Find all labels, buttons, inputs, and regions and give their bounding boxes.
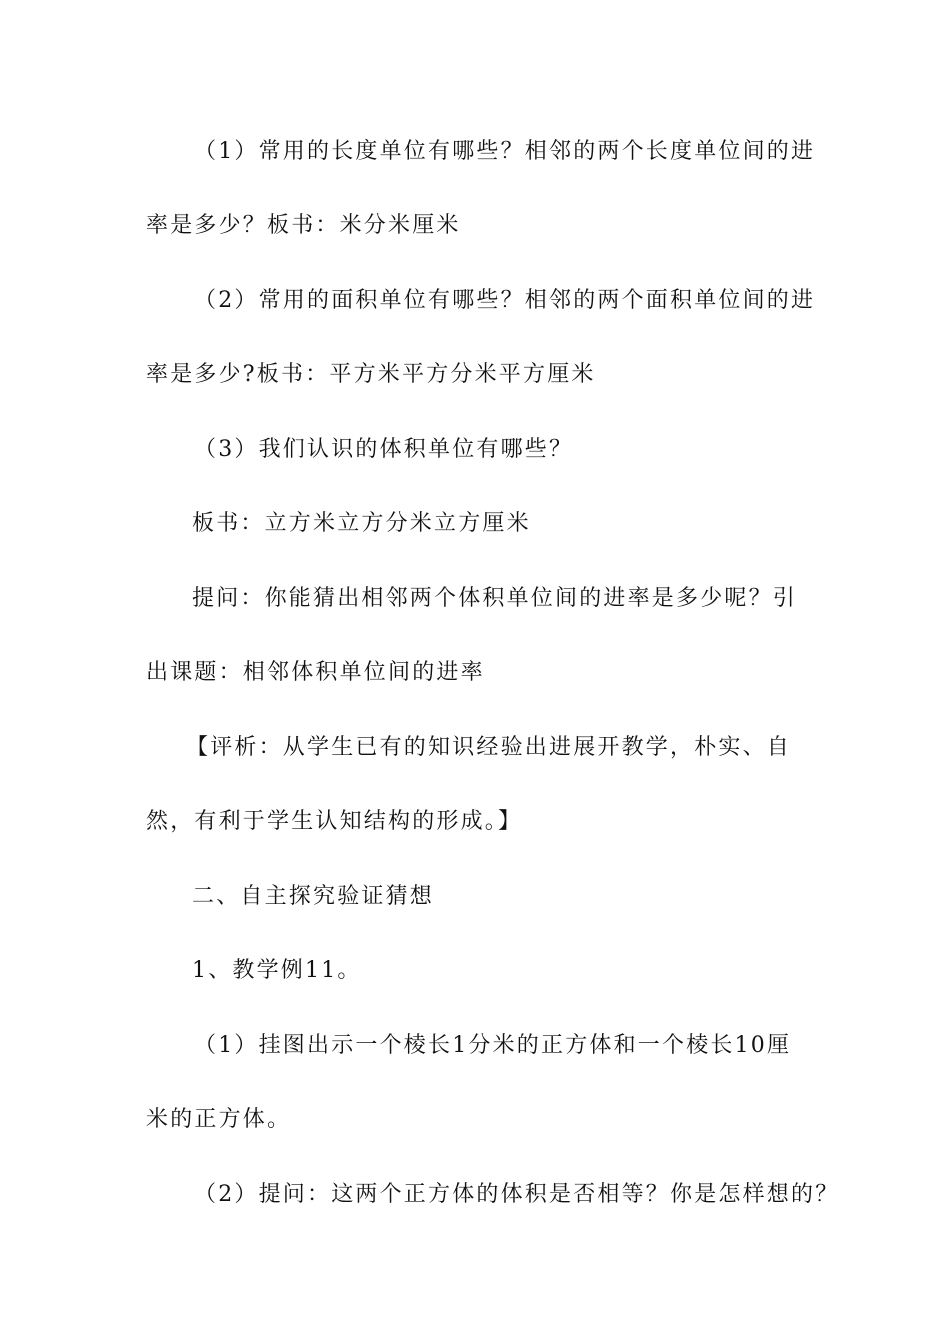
paragraph-line: 【评析：从学生已有的知识经验出进展开教学，朴实、自	[186, 735, 792, 760]
paragraph-line: （2）提问：这两个正方体的体积是否相等？你是怎样想的？	[194, 1182, 840, 1207]
paragraph-line: 板书：立方米立方分米立方厘米	[192, 511, 531, 536]
paragraph-line: （3）我们认识的体积单位有哪些？	[194, 437, 574, 462]
paragraph-line: 1、教学例11。	[192, 958, 362, 983]
paragraph-line: 然，有利于学生认知结构的形成。】	[146, 809, 523, 834]
paragraph-line: 出课题：相邻体积单位间的进率	[146, 660, 485, 685]
paragraph-line: 提问：你能猜出相邻两个体积单位间的进率是多少呢？引	[192, 586, 798, 611]
paragraph-line: 米的正方体。	[146, 1107, 292, 1132]
paragraph-line: （1）常用的长度单位有哪些？相邻的两个长度单位间的进	[194, 139, 816, 164]
paragraph-line: 率是多少?板书：平方米平方分米平方厘米	[146, 362, 596, 387]
paragraph-line: （1）挂图出示一个棱长1分米的正方体和一个棱长10厘	[194, 1033, 792, 1058]
paragraph-line: 率是多少？板书：米分米厘米	[146, 213, 461, 238]
paragraph-line: （2）常用的面积单位有哪些？相邻的两个面积单位间的进	[194, 288, 816, 313]
section-heading: 二、自主探究验证猜想	[192, 884, 435, 909]
